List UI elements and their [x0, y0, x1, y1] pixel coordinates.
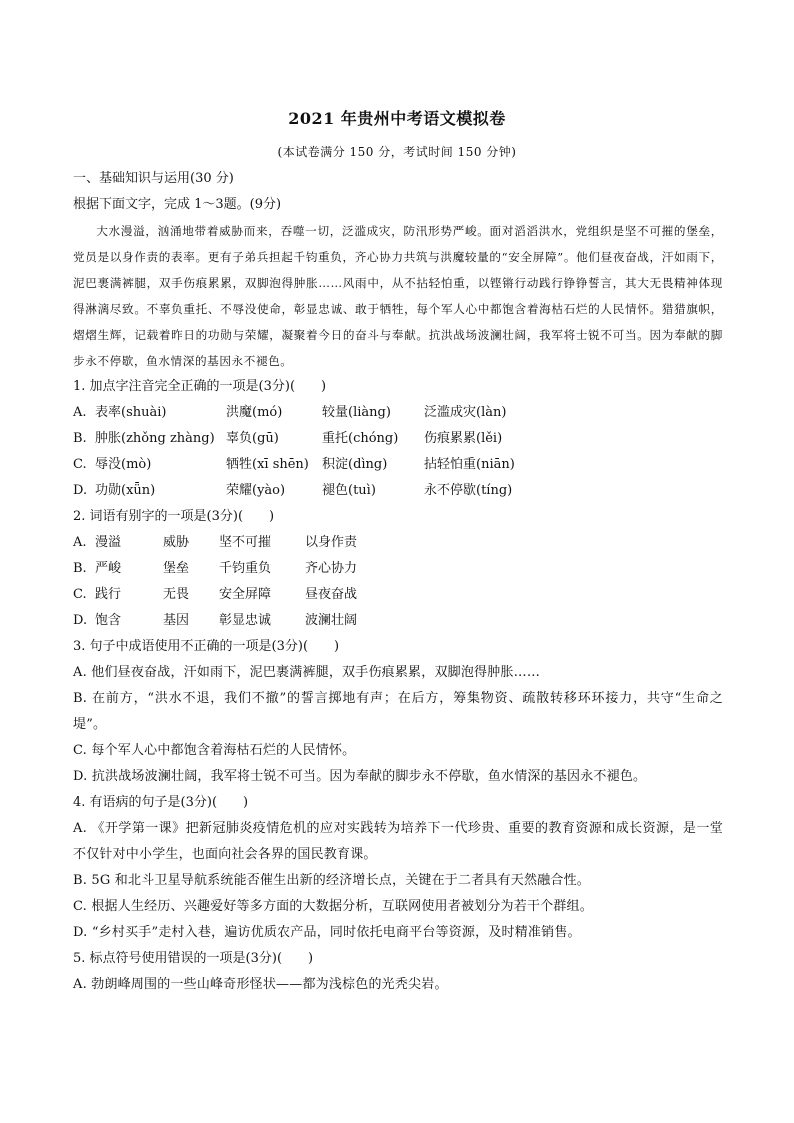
option-item: 彰显忠诚 [219, 613, 272, 628]
option-letter: A. [73, 535, 87, 550]
question-5-option-a: A. 勃朗峰周围的一些山峰奇形怪状——都为浅棕色的光秃尖岩。 [73, 977, 448, 992]
option-item: 永不停歇(tíng) [424, 483, 513, 498]
option-item: 以身作责 [305, 535, 358, 550]
option-item: 坚不可摧 [219, 535, 272, 550]
option-item: 无畏 [163, 587, 190, 602]
question-2-option-c [73, 582, 723, 608]
option-item: 威胁 [163, 535, 190, 550]
option-item: 践行 [95, 587, 122, 602]
option-item: 安全屏障 [219, 587, 272, 602]
option-item: 泛滥成灾(làn) [424, 405, 507, 420]
option-letter: A. [73, 405, 87, 420]
question-4-stem: 4. 有语病的句子是(3分)( ) [73, 795, 249, 810]
option-item: 功勋(xǖn) [95, 483, 156, 498]
option-item: 拈轻怕重(niān) [424, 457, 515, 472]
option-letter: D. [73, 483, 88, 498]
option-item: 肿胀(zhǒng zhàng) [95, 431, 215, 446]
option-item: 积淀(dìng) [322, 457, 388, 472]
question-3-stem: 3. 句子中成语使用不正确的一项是(3分)( ) [73, 639, 340, 654]
question-5-stem: 5. 标点符号使用错误的一项是(3分)( ) [73, 951, 314, 966]
option-item: 千钧重负 [219, 561, 272, 576]
option-item: 基因 [163, 613, 190, 628]
option-item: 辱没(mò) [95, 457, 152, 472]
question-3-option-c: C. 每个军人心中都饱含着海枯石烂的人民情怀。 [73, 743, 356, 758]
exam-content [73, 166, 723, 998]
option-item: 齐心协力 [305, 561, 358, 576]
question-2-stem: 2. 词语有别字的一项是(3分)( ) [73, 509, 275, 524]
option-item: 牺牲(xī shēn) [226, 457, 309, 472]
option-letter: C. [73, 457, 87, 472]
question-2-option-d [73, 608, 723, 634]
question-4-option-c: C. 根据人生经历、兴趣爱好等多方面的大数据分析，互联网使用者被划分为若干个群组。 [73, 899, 593, 914]
option-letter: C. [73, 587, 87, 602]
option-item: 重托(chóng) [322, 431, 399, 446]
question-1-option-b [73, 426, 723, 452]
question-1-option-c [73, 452, 723, 478]
option-item: 表率(shuài) [95, 405, 167, 420]
option-item: 伤痕累累(lěi) [424, 431, 503, 446]
option-item: 荣耀(yào) [226, 483, 286, 498]
exam-subtitle: (本试卷满分 150 分，考试时间 150 分钟) [277, 145, 517, 159]
question-2-option-a [73, 530, 723, 556]
option-letter: B. [73, 431, 87, 446]
question-4-option-a: A. 《开学第一课》把新冠肺炎疫情危机的应对实践转为培养下一代珍贵、重要的教育资源和成长资源，是一堂不仅针对中小学生，也面向社会各界的国民教育课。 [73, 821, 723, 862]
question-3-option-b: B. 在前方，“洪水不退，我们不撤”的誓言掷地有声；在后方，筹集物资、疏散转移环环接力，共守“生命之堤”。 [73, 691, 723, 732]
question-3-option-a: A. 他们昼夜奋战，汗如雨下，泥巴裹满裤腿，双手伤痕累累，双脚泡得肿胀…… [73, 665, 541, 680]
option-item: 较量(liàng) [322, 405, 391, 420]
reading-passage: 大水漫溢，汹涌地带着威胁而来，吞噬一切，泛滥成灾，防汛形势严峻。面对滔滔洪水，党组织是坚不可摧的堡垒，党员是以身作责的表率。更有子弟兵担起千钧重负，齐心协力共筑与洪魔较量的“安全屏障”。他们昼夜奋战，汗如雨下，泥巴裹满裤腿，双手伤痕累累，双脚泡得肿胀……风雨中，从不拈轻怕重，以铿锵行动践行铮铮誓言，其大无畏精神体现得淋漓尽致。不辜负重托、不辱没使命，彰显忠诚、敢于牺牲，每个军人心中都饱含着海枯石烂的人民情怀。猎猎旗帜，熠熠生辉，记载着昨日的功勋与荣耀，凝聚着今日的奋斗与奉献。抗洪战场波澜壮阔，我军将士锐不可当。因为奉献的脚步永不停歇，鱼水情深的基因永不褪色。 [73, 224, 723, 368]
option-item: 褪色(tuì) [322, 483, 376, 498]
option-item: 洪魔(mó) [226, 405, 283, 420]
option-item: 辜负(gū) [226, 431, 279, 446]
question-1-stem: 1. 加点字注音完全正确的一项是(3分)( ) [73, 379, 327, 394]
question-1-option-a [73, 400, 723, 426]
option-item: 波澜壮阔 [305, 613, 358, 628]
option-item: 昼夜奋战 [305, 587, 358, 602]
question-3-option-d: D. 抗洪战场波澜壮阔，我军将士锐不可当。因为奉献的脚步永不停歇，鱼水情深的基因永不褪色。 [73, 769, 647, 784]
question-2-option-b [73, 556, 723, 582]
exam-title: 2021 年贵州中考语文模拟卷 [288, 109, 506, 128]
section-heading: 一、基础知识与运用(30 分) [73, 171, 234, 186]
option-item: 饱含 [95, 613, 122, 628]
question-4-option-b: B. 5G 和北斗卫星导航系统能否催生出新的经济增长点，关键在于二者具有天然融合性。 [73, 873, 591, 888]
question-1-option-d [73, 478, 723, 504]
option-letter: D. [73, 613, 88, 628]
section-instruction: 根据下面文字，完成 1～3题。(9分) [73, 197, 282, 212]
option-letter: B. [73, 561, 87, 576]
option-item: 严峻 [95, 561, 122, 576]
option-item: 漫溢 [95, 535, 122, 550]
question-4-option-d: D. “乡村买手”走村入巷，遍访优质农产品，同时依托电商平台等资源，及时精准销售。 [73, 925, 581, 940]
option-item: 堡垒 [163, 561, 190, 576]
